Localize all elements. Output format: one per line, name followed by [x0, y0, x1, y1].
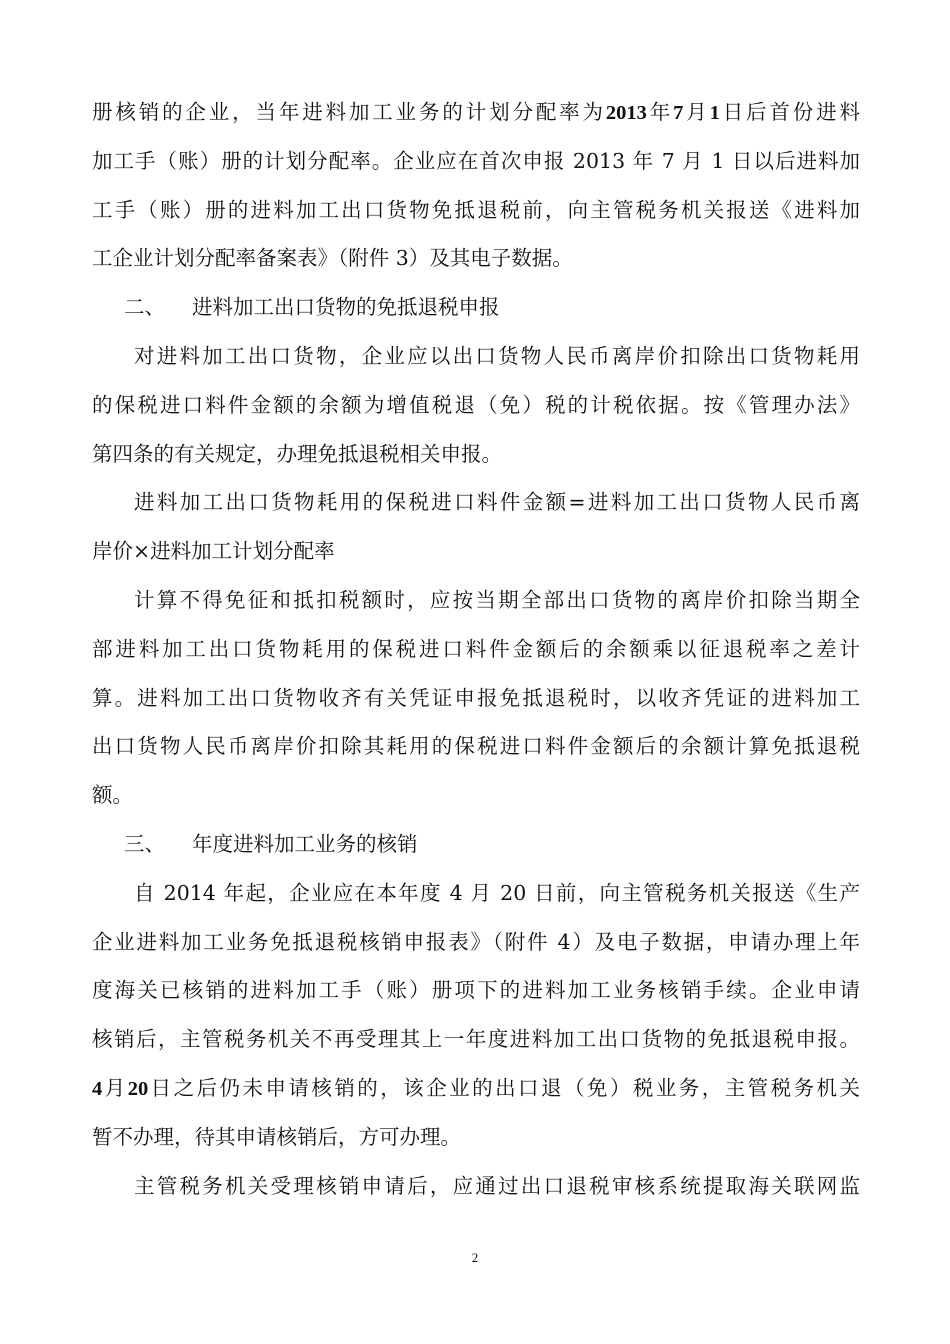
paragraph-line: 工企业计划分配率备案表》（附件 3）及其电子数据。: [92, 246, 573, 271]
section-heading-2: [92, 283, 860, 332]
text-run: 月: [102, 1075, 128, 1100]
text-run: 日之后仍未申请核销的，该企业的出口退（免）税业务，主管税务机关: [148, 1075, 861, 1100]
paragraph-line: 企业进料加工业务免抵退税核销申报表》（附件 4）及电子数据，申请办理上年: [92, 929, 860, 954]
bold-text: 2013: [605, 102, 647, 124]
section-heading-3: [92, 820, 860, 869]
paragraph-line: 工手（账）册的进料加工出口货物免抵退税前，向主管税务机关报送《进料加: [92, 197, 860, 222]
section-title: 年度进料加工业务的核销: [192, 831, 418, 856]
document-page: [92, 88, 860, 1210]
paragraph-line: 部进料加工出口货物耗用的保税进口料件金额后的余额乘以征退税率之差计: [92, 636, 860, 661]
formula-line: 岸价×进料加工计划分配率: [92, 539, 335, 564]
paragraph-line: [92, 1064, 860, 1113]
paragraph-line: 度海关已核销的进料加工手（账）册项下的进料加工业务核销手续。企业申请: [92, 978, 860, 1003]
bold-text: 4: [92, 1077, 103, 1100]
section-number: 三、: [124, 831, 165, 856]
paragraph-line: 额。: [92, 783, 133, 808]
text-run: 册核销的企业，当年进料加工业务的计划分配率为: [92, 100, 606, 124]
paragraph-line: 的保税进口料件金额的余额为增值税退（免）税的计税依据。按《管理办法》: [92, 392, 860, 417]
paragraph-line: 主管税务机关受理核销申请后，应通过出口退税审核系统提取海关联网监: [134, 1173, 860, 1198]
text-run: 日后首份进料: [719, 100, 860, 124]
page-number: 2: [471, 1250, 479, 1265]
text-run: 月: [683, 100, 710, 124]
section-number: 二、: [124, 295, 165, 320]
paragraph-line: 第四条的有关规定，办理免抵退税相关申报。: [92, 441, 502, 466]
paragraph-line: 出口货物人民币离岸价扣除其耗用的保税进口料件金额后的余额计算免抵退税: [92, 734, 860, 759]
paragraph-line: [92, 88, 860, 137]
bold-text: 20: [127, 1077, 149, 1100]
bold-text: 1: [709, 102, 720, 124]
paragraph-line: 暂不办理，待其申请核销后，方可办理。: [92, 1124, 461, 1149]
paragraph-line: 自 2014 年起，企业应在本年度 4 月 20 日前，向主管税务机关报送《生产: [134, 880, 860, 905]
paragraph-line: 计算不得免征和抵扣税额时，应按当期全部出口货物的离岸价扣除当期全: [134, 587, 860, 612]
paragraph-line: 算。进料加工出口货物收齐有关凭证申报免抵退税时，以收齐凭证的进料加工: [92, 685, 860, 710]
paragraph-line: 加工手（账）册的计划分配率。企业应在首次申报 2013 年 7 月 1 日以后进料加: [92, 148, 860, 173]
section-title: 进料加工出口货物的免抵退税申报: [192, 295, 500, 320]
formula-line: 进料加工出口货物耗用的保税进口料件金额=进料加工出口货物人民币离: [134, 490, 860, 515]
text-run: 年: [646, 100, 674, 124]
paragraph-line: 核销后，主管税务机关不再受理其上一年度进料加工出口货物的免抵退税申报。: [92, 1027, 860, 1052]
bold-text: 7: [673, 102, 684, 124]
paragraph-line: 对进料加工出口货物，企业应以出口货物人民币离岸价扣除出口货物耗用: [134, 343, 860, 368]
